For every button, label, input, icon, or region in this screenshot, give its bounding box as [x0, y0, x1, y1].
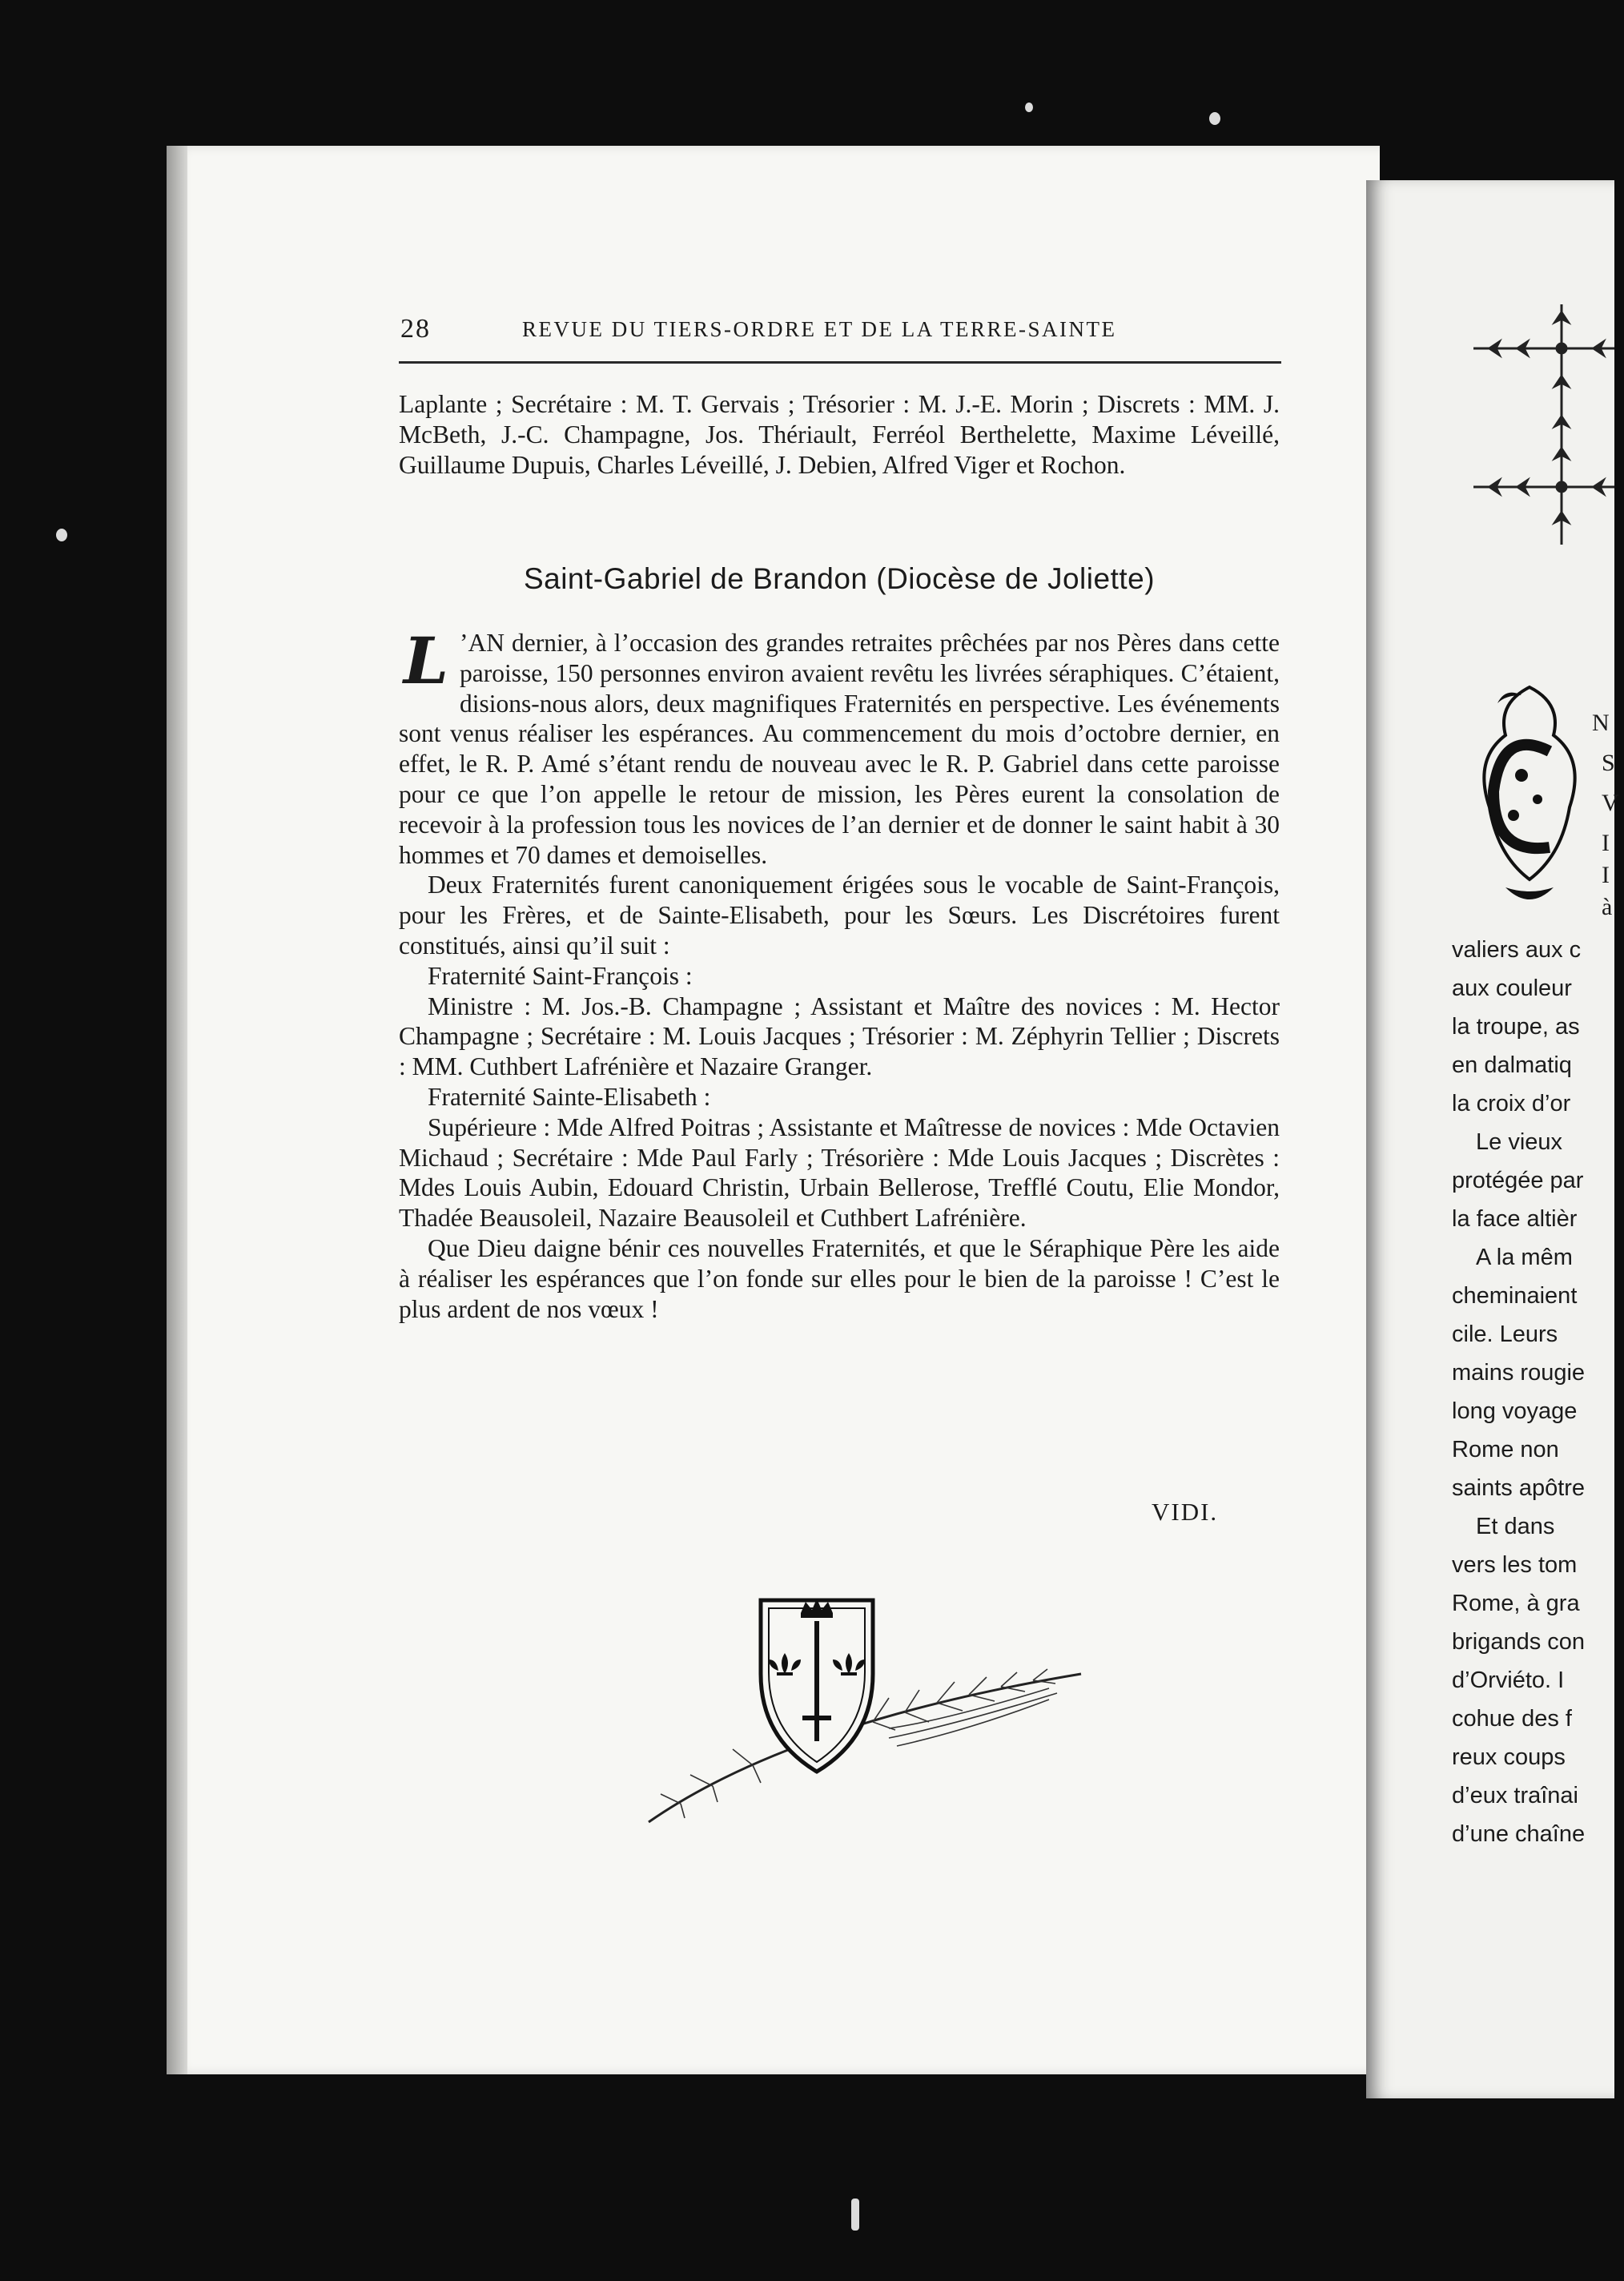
page-header — [400, 314, 1284, 346]
scan-speck — [851, 2199, 859, 2231]
rp-line: cohue des f — [1452, 1706, 1572, 1732]
rp-line: A la mêm — [1476, 1245, 1573, 1270]
signature: VIDI. — [1152, 1498, 1219, 1526]
page-number: 28 — [400, 314, 431, 344]
rp-line: Rome non — [1452, 1437, 1559, 1462]
fraternity2-members: Supérieure : Mde Alfred Poitras ; Assistante et Maîtresse de novices : Mde Octavien Michaud ; Secrétaire : Mde Paul Farly ; Trésorière : Mde Louis Jacques ; Discrètes : Mdes Louis Aubin, Edouard Christin, Urbain Bellerose, Trefflé Coutu, Elie Mondor, Thadée Beausoleil, Nazaire Beausoleil et Cuthbert Lafrénière. — [399, 1112, 1280, 1233]
article-body — [399, 623, 1280, 1324]
closing-paragraph: Que Dieu daigne bénir ces nouvelles Fraternités, et que le Séraphique Père les aide à réaliser les espérances que l’on fonde sur elles pour le bien de la paroisse ! C’est le plus ardent de nos vœux ! — [399, 1233, 1280, 1323]
rp-line: d’Orviéto. I — [1452, 1668, 1565, 1693]
rp-line: mains rougie — [1452, 1360, 1586, 1386]
rp-line: vers les tom — [1452, 1552, 1578, 1578]
rp-line: valiers aux c — [1452, 937, 1582, 963]
page-edge — [167, 146, 187, 2074]
rp-line: aux couleur — [1452, 976, 1572, 1001]
rp-line: protégée par — [1452, 1168, 1584, 1193]
scan-speck — [56, 529, 67, 541]
rp-line: la face altièr — [1452, 1206, 1578, 1232]
rp-line: long voyage — [1452, 1398, 1578, 1424]
rp-line: la troupe, as — [1452, 1014, 1580, 1040]
header-rule — [399, 361, 1281, 364]
opening-text: ’AN dernier, à l’occasion des grandes retraites prêchées par nos Pères dans cette paroisse, 150 personnes environ avaient revêtu les livrées séraphiques. C’étaient, disions-nous alors, deux magnifiques Fraternités en perspective. Les événements sont venus réaliser les espérances. Au commencement du mois d’octobre dernier, en effet, le R. P. Amé s’étant rendu de nouveau avec le R. P. Gabriel dans cette paroisse pour ce que l’on appelle le retour de mission, les Pères eurent la consolation de recevoir à la profession tous les novices de l’an dernier et de donner le saint habit à 30 hommes et 70 dames et demoiselles. — [399, 629, 1280, 869]
rp-initial-1: N — [1592, 710, 1610, 736]
rp-initial-4: I — [1602, 830, 1610, 856]
scan-speck — [1209, 112, 1220, 125]
ornate-initial-icon — [1473, 679, 1586, 935]
rp-line: brigands con — [1452, 1629, 1586, 1655]
section-title: Saint-Gabriel de Brandon (Diocèse de Joliette) — [523, 562, 1156, 595]
rp-initial-6: à — [1602, 894, 1613, 920]
fraternity1-heading: Fraternité Saint-François : — [428, 961, 693, 990]
dropcap-letter: L — [403, 623, 449, 698]
intro-paragraph: Laplante ; Secrétaire : M. T. Gervais ; Trésorier : M. J.-E. Morin ; Discrets : MM. J. McBeth, J.-C. Champagne, Jos. Thériault, Ferréol Berthelette, Maxime Léveillé, Guillaume Dupuis, Charles Léveillé, J. Debien, Alfred Viger et Rochon. — [399, 390, 1280, 479]
rp-line: Et dans — [1476, 1514, 1555, 1539]
scan-speck — [1025, 103, 1033, 112]
rp-line: cheminaient — [1452, 1283, 1578, 1309]
paragraph-opening — [399, 623, 1280, 870]
rp-line: Rome, à gra — [1452, 1591, 1580, 1616]
heraldic-ornament-icon — [633, 1586, 1081, 1826]
rp-line: en dalmatiq — [1452, 1052, 1572, 1078]
rp-initial-2: S — [1602, 750, 1615, 776]
rp-line: reux coups — [1452, 1744, 1566, 1770]
rp-initial-3: V — [1602, 790, 1619, 816]
right-page-text — [1452, 931, 1620, 1853]
decorative-cross-icon — [1473, 304, 1614, 545]
running-title: REVUE DU TIERS-ORDRE ET DE LA TERRE-SAINTE — [522, 317, 1117, 341]
fraternity2-heading: Fraternité Sainte-Elisabeth : — [428, 1082, 711, 1111]
rp-initial-5: I — [1602, 862, 1610, 888]
rp-line: cile. Leurs — [1452, 1322, 1558, 1347]
rp-line: saints apôtre — [1452, 1475, 1586, 1501]
rp-line: d’une chaîne — [1452, 1821, 1586, 1847]
rp-line: d’eux traînai — [1452, 1783, 1578, 1808]
rp-line: la croix d’or — [1452, 1091, 1571, 1116]
fraternity1-members: Ministre : M. Jos.-B. Champagne ; Assistant et Maître des novices : M. Hector Champagne ; Secrétaire : M. Louis Jacques ; Trésorier : M. Zéphyrin Tellier ; Discrets : MM. Cuthbert Lafrénière et Nazaire Granger. — [399, 992, 1280, 1081]
paragraph-fraternities: Deux Fraternités furent canoniquement érigées sous le vocable de Saint-François, pour les Frères, et de Sainte-Elisabeth, pour les Sœurs. Les Discrétoires furent constitués, ainsi qu’il suit : — [399, 871, 1280, 959]
rp-line: Le vieux — [1476, 1129, 1563, 1155]
